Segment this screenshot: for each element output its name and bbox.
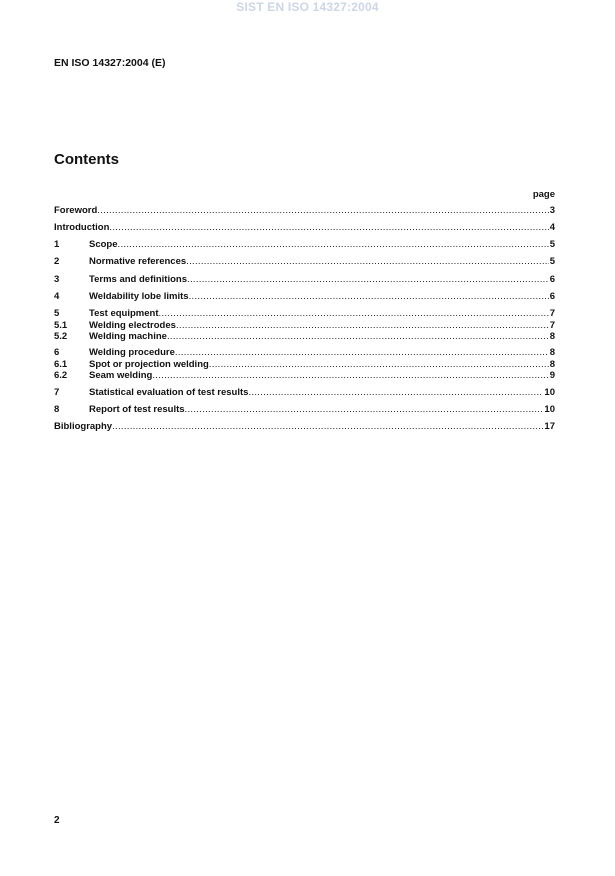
toc-entry-number: 2 — [54, 256, 60, 267]
toc-entry-seam-welding[interactable] — [54, 370, 555, 382]
page-column-label: page — [532, 189, 555, 200]
toc-leader-dots — [186, 256, 549, 268]
toc-entry-title: Welding procedure — [89, 347, 175, 358]
toc-entry-welding-machine[interactable] — [54, 331, 555, 343]
toc-entry-number: 5.2 — [54, 331, 68, 342]
watermark: SIST EN ISO 14327:2004 — [236, 0, 379, 14]
toc-entry-welding-procedure[interactable] — [54, 347, 555, 359]
toc-entry-title: Report of test results — [89, 404, 185, 415]
toc-leader-dots — [112, 421, 543, 433]
toc-leader-dots — [159, 308, 549, 320]
toc-leader-dots — [167, 331, 549, 343]
toc-leader-dots — [189, 291, 549, 303]
toc-entry-title: Scope — [89, 239, 118, 250]
toc-entry-page: 9 — [549, 370, 555, 381]
toc-entry-number: 4 — [54, 291, 60, 302]
toc-entry-page: 3 — [549, 205, 555, 216]
contents-heading: Contents — [54, 151, 119, 168]
toc-leader-dots — [152, 370, 548, 382]
toc-entry-bibliography[interactable] — [54, 421, 555, 433]
toc-entry-title: Test equipment — [89, 308, 159, 319]
toc-entry-title: Welding electrodes — [89, 320, 176, 331]
toc-entry-title: Weldability lobe limits — [89, 291, 189, 302]
toc-entry-number: 5.1 — [54, 320, 68, 331]
toc-entry-page: 5 — [549, 256, 555, 267]
toc-entry-scope[interactable] — [54, 239, 555, 251]
toc-leader-dots — [185, 404, 544, 416]
toc-entry-number: 5 — [54, 308, 60, 319]
toc-entry-page: 6 — [549, 274, 555, 285]
toc-leader-dots — [175, 347, 549, 359]
toc-entry-title: Introduction — [54, 222, 110, 233]
toc-entry-page: 17 — [544, 421, 555, 432]
toc-entry-page: 7 — [549, 320, 555, 331]
toc-entry-page: 10 — [544, 404, 555, 415]
toc-entry-page: 8 — [549, 331, 555, 342]
toc-entry-page: 7 — [549, 308, 555, 319]
toc-entry-title: Statistical evaluation of test results — [89, 387, 249, 398]
toc-entry-normative-references[interactable] — [54, 256, 555, 268]
toc-entry-terms-and-definitions[interactable] — [54, 274, 555, 286]
toc-entry-number: 6.2 — [54, 370, 68, 381]
toc-entry-page: 8 — [549, 359, 555, 370]
toc-entry-number: 6.1 — [54, 359, 68, 370]
document-id: EN ISO 14327:2004 (E) — [54, 57, 166, 69]
toc-leader-dots — [109, 222, 548, 234]
toc-entry-title: Seam welding — [89, 370, 153, 381]
toc-entry-introduction[interactable] — [54, 222, 555, 234]
toc-entry-statistical-evaluation[interactable] — [54, 387, 555, 399]
toc-entry-number: 7 — [54, 387, 60, 398]
toc-entry-number: 1 — [54, 239, 60, 250]
toc-entry-title: Normative references — [89, 256, 187, 267]
toc-entry-page: 6 — [549, 291, 555, 302]
toc-entry-title: Foreword — [54, 205, 98, 216]
toc-entry-title: Terms and definitions — [89, 274, 188, 285]
toc-entry-foreword[interactable] — [54, 205, 555, 217]
toc-entry-title: Welding machine — [89, 331, 167, 342]
toc-entry-report-of-test-results[interactable] — [54, 404, 555, 416]
toc-leader-dots — [187, 274, 549, 286]
toc-entry-page: 10 — [544, 387, 555, 398]
toc-entry-weldability-lobe-limits[interactable] — [54, 291, 555, 303]
toc-entry-number: 8 — [54, 404, 60, 415]
toc-entry-number: 6 — [54, 347, 60, 358]
toc-entry-title: Spot or projection welding — [89, 359, 209, 370]
toc-entry-page: 4 — [549, 222, 555, 233]
toc-entry-test-equipment[interactable] — [54, 308, 555, 320]
toc-leader-dots — [118, 239, 549, 251]
toc-leader-dots — [97, 205, 548, 217]
page-number: 2 — [54, 815, 60, 826]
toc-entry-title: Bibliography — [54, 421, 113, 432]
toc-leader-dots — [248, 387, 543, 399]
toc-entry-page: 8 — [549, 347, 555, 358]
toc-entry-number: 3 — [54, 274, 60, 285]
toc-entry-page: 5 — [549, 239, 555, 250]
